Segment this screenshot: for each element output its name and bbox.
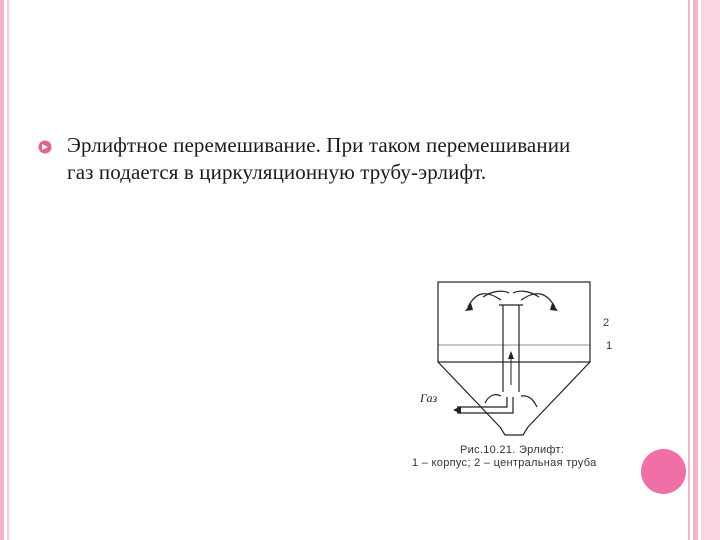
vessel-body <box>438 282 590 362</box>
left-decor-stripe-thin <box>7 0 9 540</box>
decor-pink-circle <box>641 449 686 494</box>
right-stripe-thin <box>688 0 690 540</box>
gas-label: Газ <box>420 391 438 405</box>
bullet-text: Эрлифтное перемешивание. При таком перемешивании газ подается в циркуляционную трубу-эрлифт. <box>67 133 571 184</box>
callout-2: 2 <box>603 317 610 329</box>
right-stripe-wide <box>701 0 720 540</box>
bullet-icon <box>38 140 52 154</box>
figure-caption-title: Рис.10.21. Эрлифт: <box>460 444 565 456</box>
right-decor-stripes <box>688 0 720 540</box>
callout-1: 1 <box>606 340 613 352</box>
left-decor-stripe <box>0 0 4 540</box>
vessel-cone <box>438 362 590 427</box>
right-stripe-mid <box>693 0 698 540</box>
figure-caption-legend: 1 – корпус; 2 – центральная труба <box>412 457 597 469</box>
